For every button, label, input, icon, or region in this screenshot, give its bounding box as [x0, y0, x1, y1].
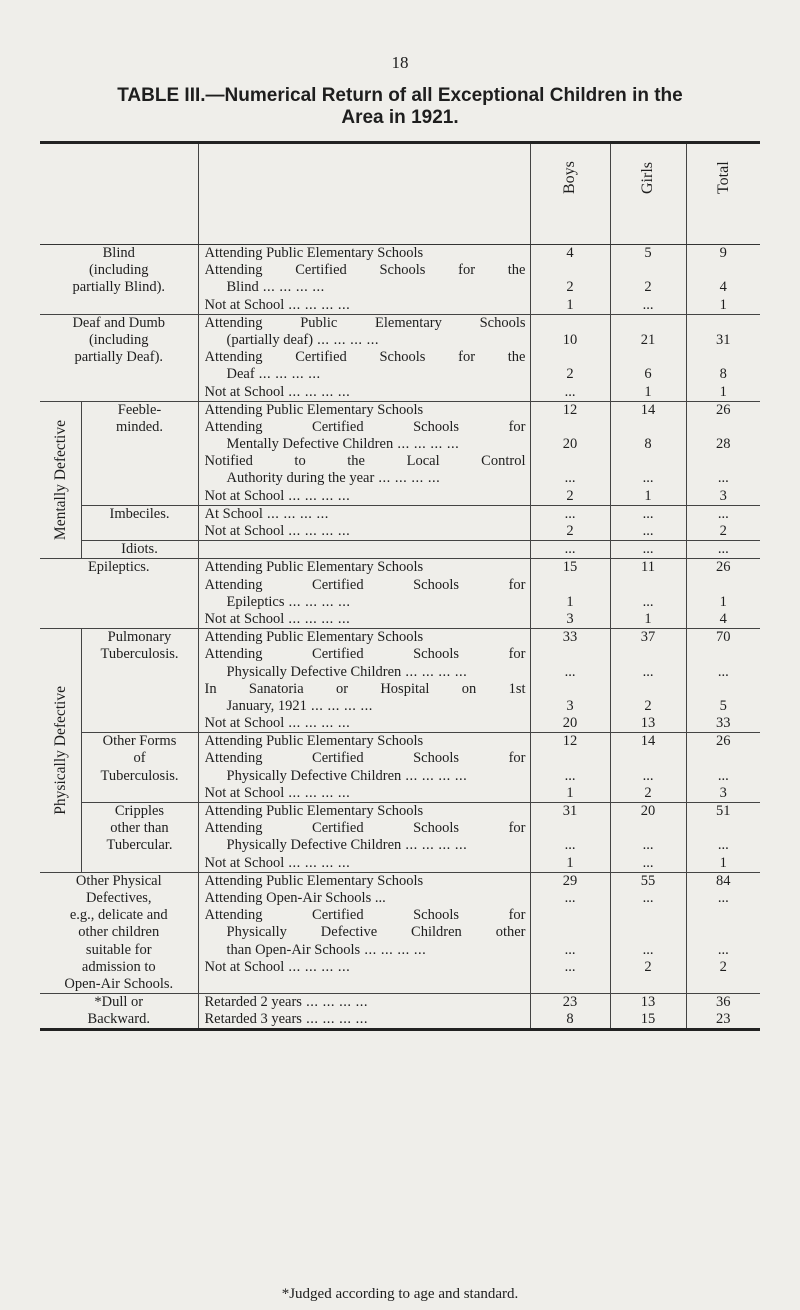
category-label-line: admission to	[81, 958, 156, 975]
description-line: Attending Certified Schools for the	[204, 349, 526, 366]
total-value: 1	[719, 593, 727, 610]
total-value: 26	[716, 733, 731, 750]
girls-value: 14	[640, 733, 656, 750]
boys-value: 3	[566, 610, 574, 627]
description-line: Attending Open-Air Schools ...	[204, 889, 386, 906]
girls-value: 2	[644, 784, 652, 801]
total-value: 4	[719, 279, 727, 296]
category-label-line: Tuberculosis.	[100, 646, 179, 663]
girls-value: ...	[642, 505, 654, 522]
girls-value: 21	[640, 331, 656, 348]
description-line: Attending Certified Schools for	[204, 418, 526, 435]
total-value: 36	[716, 994, 731, 1011]
total-value: 3	[719, 487, 727, 504]
boys-value: 10	[562, 331, 578, 348]
category-label-line: Cripples	[114, 803, 165, 819]
girls-cell	[610, 629, 686, 733]
girls-value: 1	[644, 610, 652, 627]
girls-value: 6	[644, 366, 652, 383]
description-line: Not at School ...	[205, 611, 526, 628]
total-cell	[686, 872, 760, 993]
girls-value: 8	[644, 436, 652, 453]
description-line: Deaf ...	[205, 366, 526, 383]
total-spacer	[687, 349, 761, 366]
total-cell	[686, 245, 760, 315]
category-label-line: Feeble-	[117, 401, 162, 418]
side-label-text: Physically Defective	[51, 686, 69, 815]
total-value: 51	[716, 803, 731, 819]
category-label-line: Defectives,	[85, 889, 152, 906]
category-label-line: Epileptics.	[87, 559, 150, 576]
girls-spacer	[611, 907, 686, 924]
girls-cell	[610, 245, 686, 315]
boys-value: 8	[566, 1011, 574, 1028]
girls-cell	[610, 541, 686, 559]
boys-value: 2	[566, 523, 574, 539]
category-cell	[40, 994, 198, 1030]
girls-value: ...	[642, 523, 654, 539]
boys-spacer	[531, 924, 610, 941]
category-header	[40, 143, 198, 245]
boys-value: 12	[562, 401, 578, 418]
total-cell	[686, 733, 760, 803]
boys-value: ...	[564, 663, 576, 680]
girls-header: Girls	[610, 143, 686, 245]
description-line: than Open-Air Schools ...	[205, 942, 526, 959]
description-line: Attending Certified Schools for the	[204, 262, 526, 279]
description-line: January, 1921 ...	[205, 698, 526, 715]
category-label-line: Imbeciles.	[109, 505, 170, 522]
table-row	[40, 245, 760, 315]
boys-value: ...	[564, 837, 576, 854]
boys-value: ...	[564, 505, 576, 522]
total-spacer	[687, 924, 761, 941]
category-label-line: *Dull or	[94, 994, 144, 1011]
girls-value: ...	[642, 854, 654, 871]
category-label-line: Tubercular.	[106, 837, 173, 854]
total-cell	[686, 541, 760, 559]
table-row	[40, 314, 760, 401]
boys-header: Boys	[530, 143, 610, 245]
total-spacer	[687, 453, 761, 470]
boys-cell	[530, 245, 610, 315]
description-line: Not at School ...	[205, 297, 526, 314]
girls-value: 5	[644, 245, 652, 261]
boys-cell	[530, 314, 610, 401]
total-spacer	[687, 907, 761, 924]
boys-spacer	[531, 419, 610, 436]
description-line: Attending Certified Schools for	[204, 907, 526, 924]
girls-cell	[610, 314, 686, 401]
boys-cell	[530, 733, 610, 803]
category-cell	[40, 245, 198, 315]
side-label-physical	[40, 629, 81, 873]
table-row	[40, 401, 760, 505]
category-label-line: minded.	[115, 418, 164, 435]
table-row	[40, 872, 760, 993]
girls-value: ...	[642, 889, 654, 906]
title-line-1: TABLE III.—Numerical Return of all Exceptional Children in the	[117, 85, 683, 106]
total-value: 1	[719, 383, 727, 400]
description-cell	[198, 559, 530, 629]
description-cell	[198, 803, 530, 873]
total-value: ...	[717, 541, 729, 558]
total-header: Total	[686, 143, 760, 245]
total-spacer	[687, 820, 761, 837]
footnote: *Judged according to age and standard.	[281, 1286, 519, 1302]
boys-value: 2	[566, 366, 574, 383]
boys-value: 12	[562, 733, 578, 750]
girls-cell	[610, 803, 686, 873]
boys-cell	[530, 803, 610, 873]
girls-spacer	[611, 349, 686, 366]
total-value: 8	[719, 366, 727, 383]
total-cell	[686, 401, 760, 505]
girls-value: 15	[640, 1011, 656, 1028]
girls-value: ...	[642, 593, 654, 610]
total-cell	[686, 559, 760, 629]
total-value: 1	[719, 854, 727, 871]
category-label-line: Deaf and Dumb	[72, 314, 166, 331]
description-line: Not at School ...	[205, 785, 526, 802]
category-cell	[40, 559, 198, 629]
description-line: Attending Public Elementary Schools	[204, 803, 424, 819]
girls-value: 1	[644, 383, 652, 400]
table-row	[40, 733, 760, 803]
boys-value: 20	[562, 715, 578, 732]
girls-cell	[610, 559, 686, 629]
girls-value: 2	[644, 697, 652, 714]
title-line-2: Area in 1921.	[341, 107, 459, 128]
description-line	[205, 541, 526, 558]
boys-value: 2	[566, 487, 574, 504]
exceptional-children-table	[40, 141, 760, 1031]
description-line: Epileptics ...	[205, 594, 526, 611]
boys-cell	[530, 505, 610, 540]
girls-value: 13	[640, 994, 656, 1011]
girls-spacer	[611, 453, 686, 470]
total-spacer	[687, 315, 761, 332]
girls-cell	[610, 505, 686, 540]
total-cell	[686, 803, 760, 873]
description-cell	[198, 994, 530, 1030]
description-cell	[198, 872, 530, 993]
girls-value: ...	[642, 837, 654, 854]
total-value: 84	[716, 872, 731, 889]
girls-spacer	[611, 820, 686, 837]
total-cell	[686, 505, 760, 540]
girls-value: 37	[640, 629, 656, 646]
boys-cell	[530, 559, 610, 629]
total-spacer	[687, 577, 761, 594]
girls-value: 14	[640, 401, 656, 418]
boys-value: 1	[566, 854, 574, 871]
table-body	[40, 245, 760, 1030]
description-line: Physically Defective Children other	[226, 924, 526, 941]
description-cell	[198, 541, 530, 559]
boys-spacer	[531, 453, 610, 470]
description-line: Attending Public Elementary Schools	[204, 401, 424, 418]
description-cell	[198, 733, 530, 803]
girls-value: ...	[642, 941, 654, 958]
girls-value: 55	[640, 872, 656, 889]
category-label-line: e.g., delicate and	[69, 907, 168, 924]
boys-value: 23	[562, 994, 578, 1011]
description-cell	[198, 505, 530, 540]
girls-value: ...	[642, 663, 654, 680]
boys-value: ...	[564, 767, 576, 784]
boys-value: 1	[566, 593, 574, 610]
girls-value: ...	[642, 541, 654, 558]
description-line: Attending Public Elementary Schools	[204, 314, 526, 331]
description-header	[198, 143, 530, 245]
description-line: Retarded 3 years ...	[205, 1011, 526, 1028]
total-spacer	[687, 262, 761, 279]
page-title	[40, 85, 760, 129]
description-line: Attending Certified Schools for	[204, 646, 526, 663]
description-line: Attending Certified Schools for	[204, 576, 526, 593]
description-line: At School ...	[205, 506, 526, 523]
total-cell	[686, 629, 760, 733]
total-value: 26	[716, 559, 731, 576]
description-line: Not at School ...	[205, 959, 526, 976]
category-label-line: other than	[110, 820, 169, 837]
description-cell	[198, 629, 530, 733]
total-value: ...	[717, 837, 729, 854]
category-label-line: Idiots.	[121, 541, 158, 558]
girls-spacer	[611, 577, 686, 594]
total-value: ...	[717, 470, 729, 487]
total-value: ...	[717, 767, 729, 784]
girls-spacer	[611, 315, 686, 332]
description-line: Blind ...	[205, 279, 526, 296]
description-line: Attending Public Elementary Schools	[204, 559, 424, 576]
category-label-line: Other Physical	[75, 872, 162, 889]
girls-spacer	[611, 750, 686, 767]
total-value: 4	[719, 610, 727, 627]
category-label-line: Tuberculosis.	[100, 767, 179, 784]
boys-value: 4	[566, 245, 574, 261]
girls-value: 1	[644, 487, 652, 504]
description-line: Attending Public Elementary Schools	[204, 245, 424, 261]
total-value: 28	[716, 436, 731, 453]
description-line: (partially deaf) ...	[205, 332, 526, 349]
boys-value: 33	[562, 629, 578, 646]
category-label-line: partially Deaf).	[74, 349, 164, 366]
description-cell	[198, 314, 530, 401]
girls-cell	[610, 994, 686, 1030]
category-label-line: Backward.	[87, 1011, 150, 1028]
total-value: 2	[719, 958, 727, 975]
page-number: 18	[391, 53, 409, 72]
category-cell	[81, 505, 198, 540]
total-value: 26	[716, 401, 731, 418]
category-cell	[40, 872, 198, 993]
girls-cell	[610, 733, 686, 803]
girls-spacer	[611, 646, 686, 663]
total-value: ...	[717, 505, 729, 522]
side-label-text: Mentally Defective	[51, 419, 69, 541]
side-label-mental	[40, 401, 81, 559]
table-row	[40, 505, 760, 540]
girls-value: ...	[642, 296, 654, 313]
boys-value: 31	[562, 803, 578, 819]
boys-value: ...	[564, 958, 576, 975]
description-line: Not at School ...	[205, 855, 526, 872]
total-value: ...	[717, 889, 729, 906]
total-value: 5	[719, 697, 727, 714]
category-label-line: (including	[88, 262, 149, 279]
category-label-line: Blind	[102, 245, 135, 261]
boys-value: ...	[564, 541, 576, 558]
total-spacer	[687, 419, 761, 436]
total-spacer	[687, 750, 761, 767]
boys-spacer	[531, 262, 610, 279]
description-line: Physically Defective Children ...	[205, 768, 526, 785]
total-value: 2	[719, 523, 727, 539]
boys-cell	[530, 401, 610, 505]
boys-value: 3	[566, 697, 574, 714]
boys-spacer	[531, 820, 610, 837]
description-line: Mentally Defective Children ...	[205, 436, 526, 453]
category-cell	[40, 314, 198, 401]
total-value: 23	[716, 1011, 731, 1028]
total-value: 33	[716, 715, 731, 732]
girls-value: 13	[640, 715, 656, 732]
boys-value: 29	[562, 872, 578, 889]
total-value: 31	[716, 331, 731, 348]
description-line: Attending Public Elementary Schools	[204, 872, 424, 889]
boys-spacer	[531, 349, 610, 366]
description-line: Notified to the Local Control	[204, 453, 526, 470]
total-value: 3	[719, 784, 727, 801]
category-label-line: (including	[88, 331, 149, 348]
girls-cell	[610, 872, 686, 993]
description-cell	[198, 401, 530, 505]
category-cell	[81, 803, 198, 873]
description-line: Not at School ...	[205, 384, 526, 401]
boys-spacer	[531, 681, 610, 698]
girls-value: 2	[644, 958, 652, 975]
boys-value: ...	[564, 470, 576, 487]
total-value: 1	[719, 296, 727, 313]
description-line: Not at School ...	[205, 715, 526, 732]
table-row	[40, 541, 760, 559]
boys-value: ...	[564, 383, 576, 400]
total-spacer	[687, 646, 761, 663]
boys-value: 2	[566, 279, 574, 296]
total-value: ...	[717, 663, 729, 680]
description-line: In Sanatoria or Hospital on 1st	[204, 680, 526, 697]
description-line: Authority during the year ...	[205, 470, 526, 487]
description-line: Retarded 2 years ...	[205, 994, 526, 1011]
total-cell	[686, 314, 760, 401]
girls-spacer	[611, 924, 686, 941]
boys-spacer	[531, 577, 610, 594]
boys-cell	[530, 541, 610, 559]
category-cell	[81, 401, 198, 505]
table-row	[40, 559, 760, 629]
boys-spacer	[531, 907, 610, 924]
boys-value: 15	[562, 559, 578, 576]
total-cell	[686, 994, 760, 1030]
girls-value: 20	[640, 803, 656, 819]
description-line: Not at School ...	[205, 488, 526, 505]
boys-cell	[530, 994, 610, 1030]
boys-value: ...	[564, 941, 576, 958]
table-row	[40, 803, 760, 873]
girls-value: 2	[644, 279, 652, 296]
boys-value: 20	[562, 436, 578, 453]
boys-value: ...	[564, 889, 576, 906]
category-label-line: partially Blind).	[72, 279, 166, 296]
total-value: 9	[719, 245, 727, 261]
category-cell	[81, 629, 198, 733]
description-line: Attending Certified Schools for	[204, 820, 526, 837]
girls-value: 11	[641, 559, 655, 576]
table-row	[40, 994, 760, 1030]
description-line: Not at School ...	[205, 523, 526, 540]
description-line: Physically Defective Children ...	[205, 837, 526, 854]
category-label-line: Pulmonary	[107, 629, 172, 646]
boys-spacer	[531, 750, 610, 767]
category-label-line: suitable for	[85, 941, 152, 958]
boys-spacer	[531, 315, 610, 332]
category-cell	[81, 733, 198, 803]
category-cell	[81, 541, 198, 559]
category-label-line: Open-Air Schools.	[64, 975, 174, 992]
header-row	[40, 143, 760, 245]
girls-spacer	[611, 262, 686, 279]
girls-spacer	[611, 419, 686, 436]
description-cell	[198, 245, 530, 315]
description-line: Attending Certified Schools for	[204, 750, 526, 767]
girls-value: ...	[642, 767, 654, 784]
boys-cell	[530, 629, 610, 733]
boys-value: 1	[566, 296, 574, 313]
category-label-line: of	[133, 750, 146, 767]
description-line: Attending Public Elementary Schools	[204, 629, 424, 646]
table-row	[40, 629, 760, 733]
total-value: ...	[717, 941, 729, 958]
description-line: Attending Public Elementary Schools	[204, 733, 424, 750]
girls-cell	[610, 401, 686, 505]
category-label-line: Other Forms	[102, 733, 177, 750]
total-value: 70	[716, 629, 731, 646]
boys-spacer	[531, 646, 610, 663]
girls-value: ...	[642, 470, 654, 487]
girls-spacer	[611, 681, 686, 698]
category-label-line: other children	[78, 924, 160, 941]
boys-value: 1	[566, 784, 574, 801]
description-line: Physically Defective Children ...	[205, 664, 526, 681]
boys-cell	[530, 872, 610, 993]
total-spacer	[687, 681, 761, 698]
